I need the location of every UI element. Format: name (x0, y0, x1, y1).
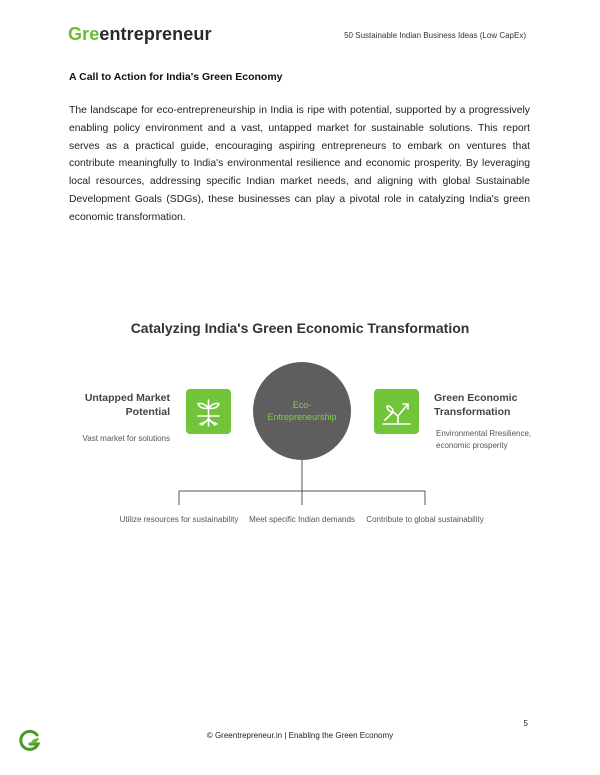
document-title: 50 Sustainable Indian Business Ideas (Low CapEx) (344, 31, 526, 40)
center-label-line1: Eco- (292, 400, 312, 410)
branch-label-global: Contribute to global sustainability (366, 515, 484, 524)
branch-label-resources: Utilize resources for sustainability (119, 515, 239, 524)
logo-text-green: Gre (68, 24, 100, 44)
body-paragraph: The landscape for eco-entrepreneurship in India is ripe with potential, supported by a progressively enabling policy environment and a vast, untapped market for sustainable solutions. This report serves as a practical guide, encouraging aspiring entrepreneurs to embark on ventures that contribute meaningfully to India's environmental resilience and economic prosperity. By leveraging local resources, addressing specific Indian market needs, and aligning with global Sustainable Development Goals (SDGs), these businesses can play a pivotal role in catalyzing India's green economic transformation. (69, 105, 530, 223)
growing-plant-icon (374, 389, 419, 434)
logo-text-dark: entrepreneur (99, 24, 212, 44)
center-circle-label (253, 399, 351, 423)
footer-text: © Greentrepreneur.in | Enabling the Green Economy (206, 731, 394, 740)
sprout-icon (186, 389, 231, 434)
page-number: 5 (523, 719, 528, 728)
right-icon-box (374, 389, 419, 434)
left-icon-box (186, 389, 231, 434)
branch-label-demands: Meet specific Indian demands (249, 515, 355, 524)
left-node-description: Vast market for solutions (82, 434, 170, 443)
right-node-title: Green Economic Transformation (434, 392, 518, 418)
left-node-title: Untapped Market Potential (84, 392, 170, 418)
center-label-line2: Entrepreneurship (267, 412, 337, 422)
diagram-title: Catalyzing India's Green Economic Transformation (130, 320, 470, 336)
right-node-description: Environmental Rresilience, economic prosperity (436, 429, 532, 450)
section-heading: A Call to Action for India's Green Economy (69, 71, 283, 83)
